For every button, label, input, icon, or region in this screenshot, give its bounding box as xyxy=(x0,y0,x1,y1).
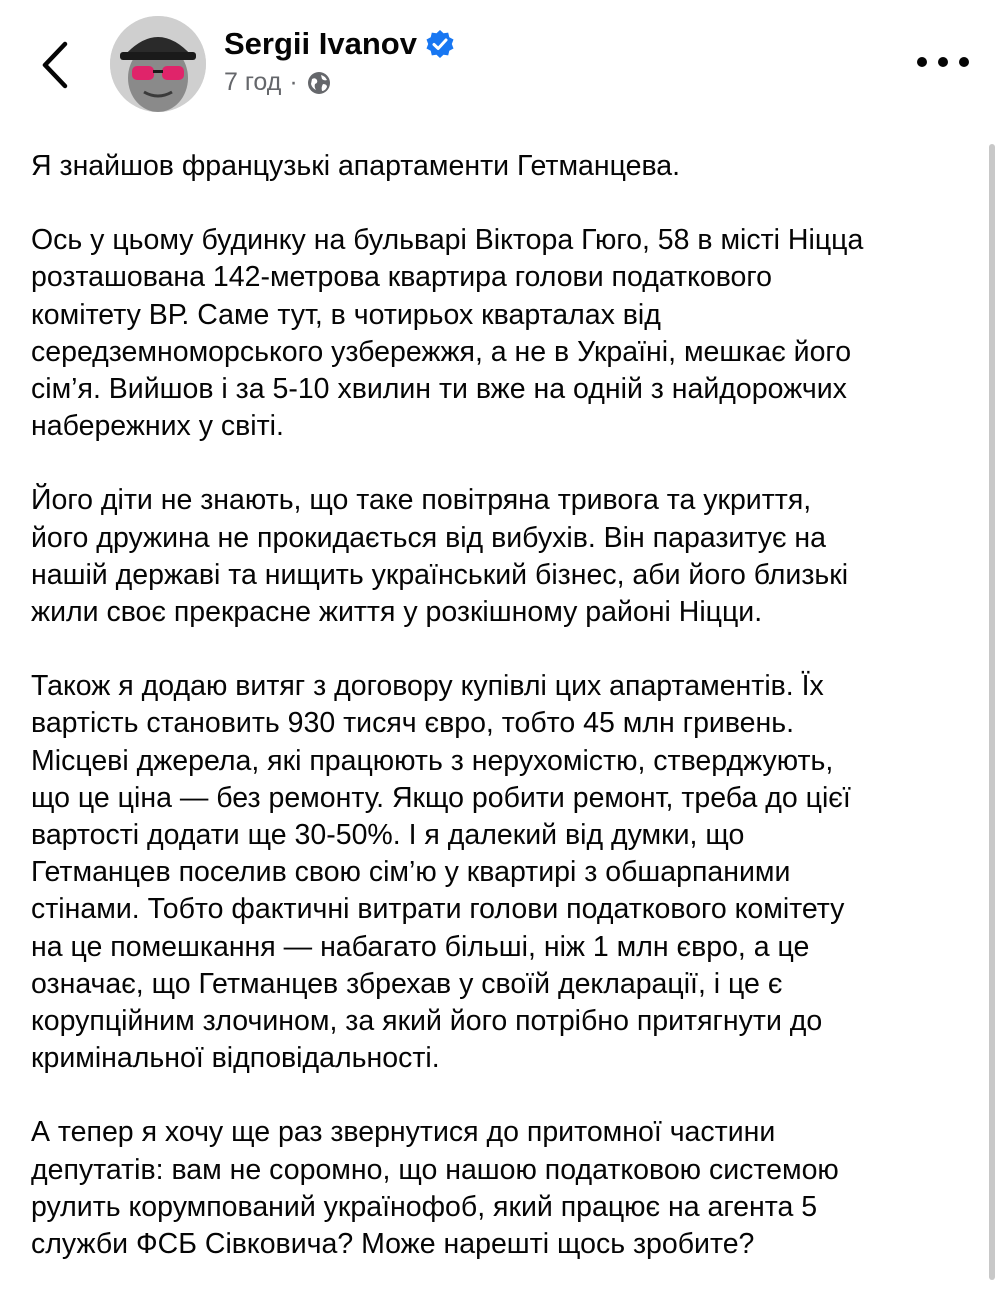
paragraph xyxy=(31,668,966,1077)
text-line: А тепер я хочу ще раз звернутися до притомної частини xyxy=(31,1116,776,1149)
post-time[interactable]: 7 год xyxy=(224,68,282,96)
text-line: сім’я. Вийшов і за 5-10 хвилин ти вже на одній з найдорожчих xyxy=(31,373,847,406)
paragraph xyxy=(31,1114,966,1263)
text-line: стінами. Тобто фактичні витрати голови податкового комітету xyxy=(31,893,845,926)
text-line: рулить корумпований українофоб, який працює на агента 5 xyxy=(31,1190,818,1223)
chevron-left-icon xyxy=(40,40,70,90)
text-line: набережних у світі. xyxy=(31,410,284,443)
text-line: Гетманцев поселив свою сім’ю у квартирі з обшарпаними xyxy=(31,856,791,889)
text-line: вартості додати ще 30-50%. І я далекий від думки, що xyxy=(31,819,745,852)
avatar[interactable] xyxy=(110,16,206,112)
text-line: депутатів: вам не соромно, що нашою податковою системою xyxy=(31,1153,839,1186)
text-line: на це помешкання — набагато більші, ніж 1 млн євро, а це xyxy=(31,930,810,963)
avatar-image xyxy=(110,16,206,112)
text-line: жили своє прекрасне життя у розкішному районі Ніцци. xyxy=(31,596,763,629)
author-name-text: Sergii Ivanov xyxy=(224,26,417,61)
post-meta xyxy=(224,68,332,97)
text-line: комітету ВР. Саме тут, в чотирьох кварталах від xyxy=(31,298,661,331)
back-button[interactable] xyxy=(30,30,80,100)
globe-icon[interactable] xyxy=(306,70,332,96)
meta-separator: · xyxy=(289,68,298,96)
text-line: кримінальної відповідальності. xyxy=(31,1042,440,1075)
verified-badge-icon xyxy=(425,29,455,59)
ellipsis-dot xyxy=(938,57,948,67)
text-line: означає, що Гетманцев збрехав у своїй декларації, і це є xyxy=(31,967,783,1000)
text-line: його дружина не прокидається від вибухів. Він паразитує на xyxy=(31,521,826,554)
paragraph xyxy=(31,222,966,445)
text-line: вартість становить 930 тисяч євро, тобто 45 млн гривень. xyxy=(31,707,795,740)
paragraph xyxy=(31,148,966,185)
text-line: Ось у цьому будинку на бульварі Віктора Гюго, 58 в місті Ніцца xyxy=(31,224,864,257)
text-line: Місцеві джерела, які працюють з нерухомістю, стверджують, xyxy=(31,744,834,777)
ellipsis-dot xyxy=(959,57,969,67)
text-line: середземноморського узбережжя, а не в Україні, мешкає його xyxy=(31,335,852,368)
scrollbar[interactable] xyxy=(989,144,995,1280)
post-text xyxy=(31,148,966,1300)
text-line: Я знайшов французькі апартаменти Гетманцева. xyxy=(31,150,681,182)
more-options-button[interactable] xyxy=(917,46,969,78)
paragraph xyxy=(31,482,966,631)
text-line: Також я додаю витяг з договору купівлі цих апартаментів. Їх xyxy=(31,670,824,703)
text-line: розташована 142-метрова квартира голови податкового xyxy=(31,261,773,294)
text-line: нашій державі та нищить український бізнес, аби його близькі xyxy=(31,558,849,591)
post-header xyxy=(0,0,1001,130)
text-line: корупційним злочином, за який його потрібно притягнути до xyxy=(31,1005,823,1038)
text-line: Його діти не знають, що таке повітряна тривога та укриття, xyxy=(31,484,812,517)
text-line: служби ФСБ Сівковича? Може нарешті щось зробите? xyxy=(31,1228,755,1261)
text-line: що це ціна — без ремонту. Якщо робити ремонт, треба до цієї xyxy=(31,781,851,814)
ellipsis-dot xyxy=(917,57,927,67)
author-name[interactable] xyxy=(224,26,455,62)
